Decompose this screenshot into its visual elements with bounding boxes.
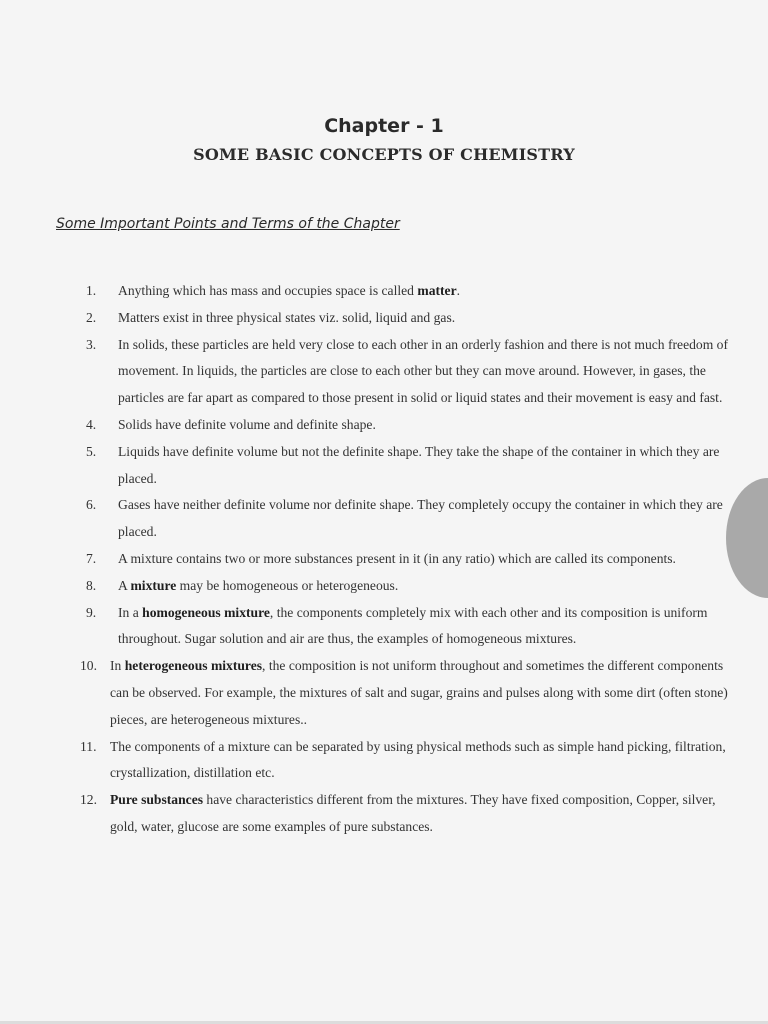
chapter-title: SOME BASIC CONCEPTS OF CHEMISTRY bbox=[193, 145, 575, 164]
point-text: , the composition is not uniform throughout and sometimes the different components can be observed. For example, the mixtures of salt and sugar, grains and pulses along with some dirt (often stone) pieces, are heterogeneous mixtures.. bbox=[110, 658, 728, 727]
point-text: Solids have definite volume and definite shape. bbox=[118, 416, 376, 432]
point-item bbox=[86, 412, 736, 439]
point-number: 1. bbox=[86, 283, 97, 298]
point-item bbox=[86, 332, 736, 412]
point-term: heterogeneous mixtures bbox=[124, 658, 263, 674]
chapter-number: Chapter - 1 bbox=[324, 115, 444, 137]
point-number: 12. bbox=[80, 792, 97, 808]
point-number: 8. bbox=[86, 577, 97, 593]
point-text: In solids, these particles are held very close to each other in an orderly fashion and there is not much freedom of movement. In liquids, the particles are close to each other but they can move around. However, in gases, the particles are far apart as compared to those present in solid or liquid states and their movement is easy and fast. bbox=[118, 336, 728, 406]
point-item bbox=[86, 492, 736, 546]
point-text: have characteristics different from the mixtures. They have fixed composition, Copper, silver, gold, water, glucose are some examples of pure substances. bbox=[110, 792, 716, 834]
point-item bbox=[86, 439, 736, 493]
point-text: The components of a mixture can be separated by using physical methods such as simple hand picking, filtration, crystallization, distillation etc. bbox=[110, 738, 726, 781]
point-text: . bbox=[456, 283, 461, 298]
point-number: 7. bbox=[86, 550, 97, 566]
point-text: may be homogeneous or heterogeneous. bbox=[176, 577, 399, 593]
point-text: A mixture contains two or more substances present in it (in any ratio) which are called its components. bbox=[118, 550, 676, 566]
point-number: 11. bbox=[80, 738, 97, 754]
point-text: Anything which has mass and occupies space is called bbox=[118, 283, 418, 298]
point-number: 10. bbox=[80, 658, 97, 674]
point-text: , the components completely mix with each other and its composition is uniform throughout. Sugar solution and air are thus, the examples of homogeneous mixtures. bbox=[118, 604, 708, 647]
point-number: 9. bbox=[86, 604, 97, 620]
point-item bbox=[86, 546, 736, 573]
point-text: In a bbox=[118, 604, 143, 620]
point-item bbox=[86, 573, 736, 600]
point-item bbox=[80, 734, 736, 788]
point-number: 6. bbox=[86, 497, 97, 513]
point-text: In bbox=[110, 658, 125, 674]
point-text: Matters exist in three physical states viz. solid, liquid and gas. bbox=[118, 309, 456, 325]
point-term: homogeneous mixture bbox=[142, 604, 270, 620]
point-item bbox=[80, 787, 736, 841]
point-term: mixture bbox=[130, 577, 177, 593]
point-term: matter bbox=[417, 283, 457, 298]
point-text: A bbox=[118, 577, 131, 593]
point-item bbox=[86, 600, 736, 654]
point-number: 3. bbox=[86, 336, 97, 352]
point-number: 4. bbox=[86, 416, 97, 432]
section-heading: Some Important Points and Terms of the Chapter bbox=[56, 216, 400, 232]
points-list bbox=[80, 278, 736, 841]
point-text: Liquids have definite volume but not the definite shape. They take the shape of the container in which they are placed. bbox=[118, 443, 720, 486]
point-text: Gases have neither definite volume nor definite shape. They completely occupy the container in which they are placed. bbox=[118, 497, 723, 540]
point-item bbox=[86, 305, 736, 332]
point-term: Pure substances bbox=[110, 792, 204, 808]
point-item bbox=[86, 278, 736, 305]
point-number: 5. bbox=[86, 443, 97, 459]
point-item bbox=[80, 653, 736, 733]
point-number: 2. bbox=[86, 309, 97, 325]
